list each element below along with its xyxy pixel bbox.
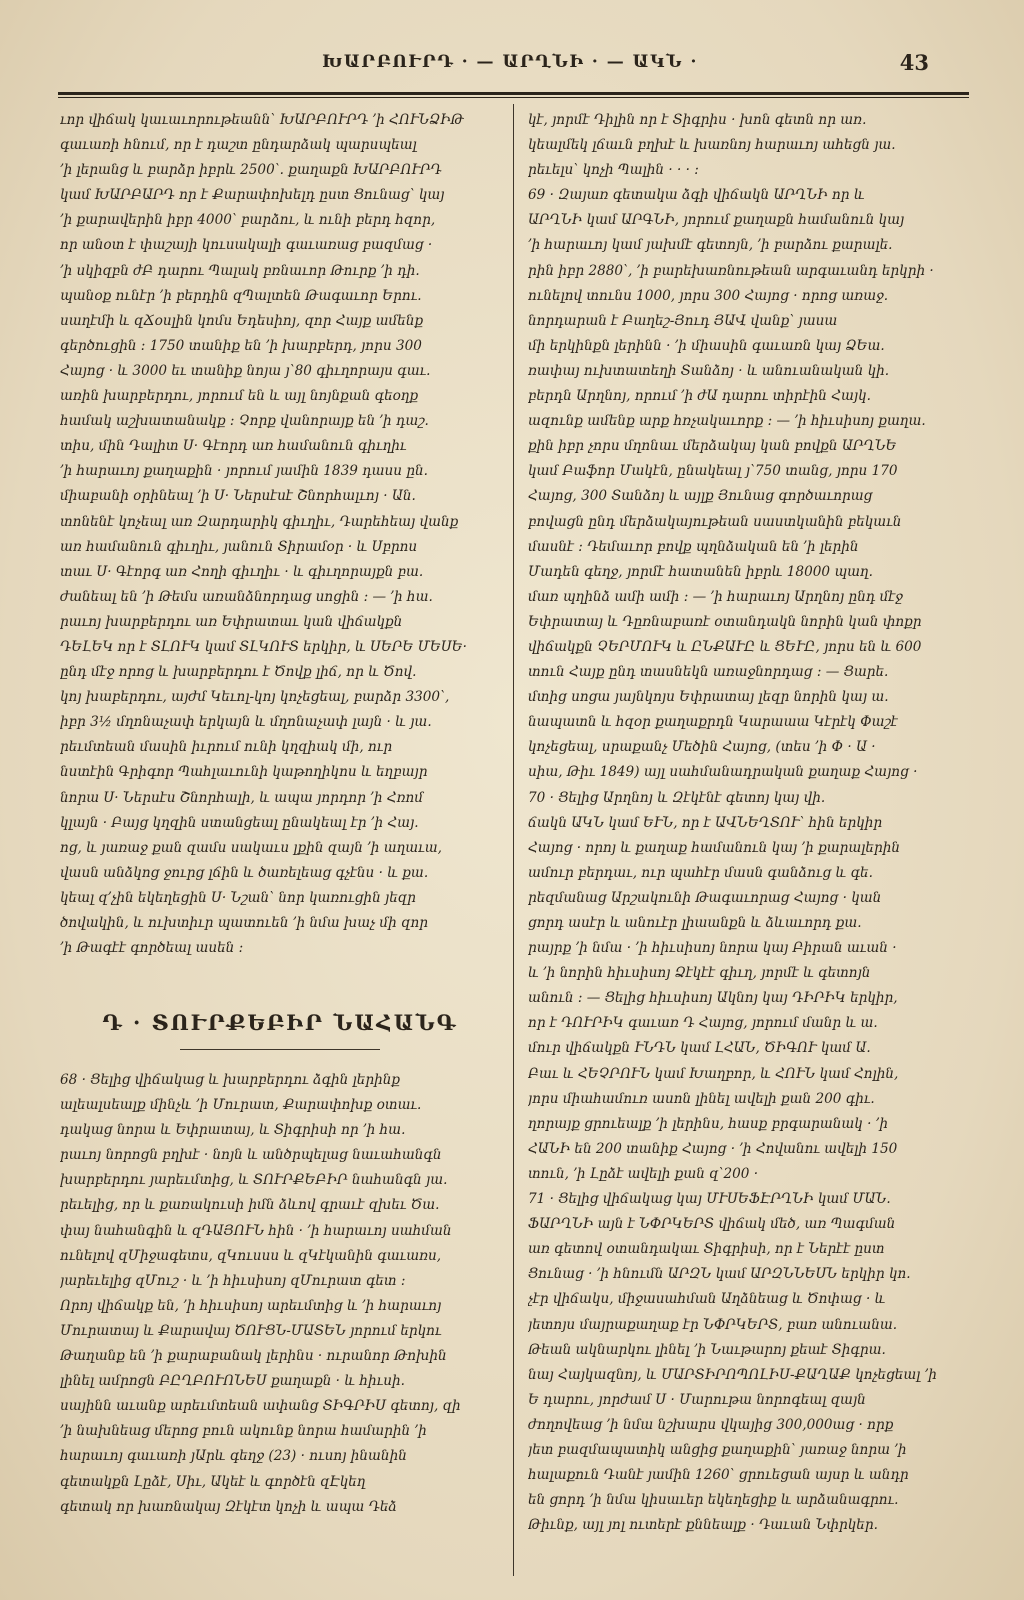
header-rule (58, 92, 969, 95)
text-line: սիա, Թիւ 1849) այլ սահմանադրական քաղաք Հայոց · (528, 764, 918, 781)
text-line: Եփրատայ և Դըռնաբառէ օտանդակն նորին կան փոքր (528, 613, 922, 630)
text-line: նորա Ս· Ներսէս Շնորհալի, և ապա յորդոր ՚ի Հռոմ (60, 789, 424, 806)
text-line: ցորդ ասէր և անուէր լիաանքն և ձևաւորդ քա. (528, 915, 862, 931)
text-line: րեզմանաց Արշակունի Թագաւորաց Հայոց · կան (528, 889, 882, 906)
text-line: ԱՐՂՆԻ կամ ԱՐԳՆԻ, յորում քաղաքն համանուն կայ (528, 212, 905, 229)
text-line: են ցորդ ՚ի նմա կիսաւեր եկեղեցիք և արձանագրու. (528, 1492, 899, 1509)
text-line: տոնենէ կոչեալ առ Զարդարիկ գիւղիւ, Դարեհեայ վանք (60, 513, 459, 530)
text-line: յարեւելից զՄուշ · և ՚ի հիւսիսոյ զՄուրատ գետ : (60, 1272, 406, 1289)
text-line: չէր վիճակս, միջասահման Աղձնեաց և Ծոփաց · և (528, 1291, 886, 1308)
text-line: ՚ի Թագէէ գործեալ ասեն : (60, 940, 244, 957)
text-line: խարբերդու յարեւմտից, և ՏՈՒՐՔԵԲԻՐ նահանգն յա. (60, 1172, 448, 1189)
text-line: վիճակքն ՉԵՐՄՈՒԿ և ԸՆՔԱՒԸ և ՑԵՒԸ, յորս են և 600 (528, 638, 922, 655)
text-line: Թեան ակնարկու լինել ՚ի Նաւթարոյ քեաէ Տիգրա. (528, 1341, 886, 1358)
left-column-bottom (60, 1068, 500, 1520)
text-line: որ է ԴՈՒՐԻԿ գաւառ Դ Հայոց, յորում մանր և ա. (528, 1015, 878, 1032)
text-line: 71 · Ցելից վիճակաց կայ ՄՒՍԵՖԷՐՂՆԻ կամ ՄԱՆ. (528, 1191, 891, 1208)
text-line: նայ Հայկազնոյ, և ՄԱՐՏԻՐՈՊՈԼԻՍ-ՔԱՂԱՔ կոչեցեալ ՚ի (528, 1366, 937, 1383)
text-line: լինել ամրոցն ԲԸՂԲՈՒՈՆԵՍ քաղաքն · և հիւսի. (60, 1373, 405, 1390)
text-line: Մադեն գեղջ, յորմէ հատանեն իբրև 18000 պաղ. (528, 563, 873, 580)
text-line: ՚ի հարաւոյ կամ յախմէ գետոյն, ՚ի բարձու քարալե. (528, 237, 893, 254)
text-line: կէ, յորմէ Դիլին որ է Տիգրիս · խոն գետն որ առ. (528, 112, 867, 128)
text-line: միաբանի օրինեալ ՚ի Ս· Ներսէսէ Շնորհալւոյ · Ան. (60, 488, 416, 505)
text-line: ՚ի քարավերին իբր 4000՝ բարձու, և ունի բերդ հզոր, (60, 212, 436, 229)
text-line: րաւոյ խարբերդու առ Եփրատաւ կան վիճակքն (60, 613, 403, 630)
text-line: Հայոց, 300 Տանձոյ և այլք Յունաց գործաւորաց (528, 488, 873, 505)
text-line: րաւոյ նորոցն բղխէ · նոյն և անծրպելաց նաւահանգն (60, 1147, 442, 1164)
text-line: նորդարան է Բաղեշ-Յուդ ՅԱՎ վանք՝ յասա (528, 312, 838, 329)
text-line: պանօք ունէր ՚ի բերդին զՊալտեն Թագաւոր Երու. (60, 287, 422, 304)
text-line: քին իբր չորս մղոնաւ մերձակայ կան բովքն ԱՐՂՆԵ (528, 438, 897, 455)
text-line: առ համանուն գիւղիւ, յանուն Տիրամօր · և Սբրոս (60, 538, 418, 555)
text-line: մառ պղինձ ամի ամի : — ՚ի հարաւոյ Արղնոյ ընդ մէջ (528, 588, 903, 605)
text-line: որ անօտ է փաշայի կուսակալի գաւառաց բազմաց · (60, 237, 433, 254)
text-line: ւոր վիճակ կաւաւորութեանն՝ ԽԱՐԲՈՒՐԴ ՚ի ՀՈՒՆՁԻԹ (60, 112, 464, 128)
text-line: նապատն և հզօր քաղաքրդն Կարաաա Կէրէկ Փաշէ (528, 714, 898, 731)
text-line: տիս, մին Դալիտ Ս· Գէորդ առ համանուն գիւղիւ (60, 438, 407, 455)
text-line: իբր 3½ մղոնաչափ երկայն և մղոնաչափ լայն · և յա. (60, 714, 432, 731)
column-divider (513, 104, 514, 1576)
text-line: Մուրատայ և Քարավայ ԾՈՒՑՆ-ՄԱՏԵՆ յորում երկու (60, 1322, 442, 1339)
text-line: րայրք ՚ի նմա · ՚ի հիւսիսոյ նորա կայ Բիրան աւան · (528, 940, 897, 957)
text-line: կամ Բաֆոր Մակէն, ընակեալ յ՝750 տանց, յորս 170 (528, 463, 898, 480)
text-line: հալաքուն Դանէ յամին 1260՝ ցրուեցան այսր և անդր (528, 1467, 909, 1484)
text-line: բովացն ընդ մերձակայութեան սաստկանին բեկաւն (528, 513, 902, 530)
text-line: ՚ի լերանց և բարձր իբրև 2500՝. քաղաքն ԽԱՐԲՈՒՐԴ (60, 162, 442, 179)
text-line: կեալ զ՚չին եկեղեցին Ս· Նշան՝ նոր կառուցին յեզր (60, 889, 416, 906)
text-line: տուն Հայք ընդ տասնեկն առաջնորդաց : — Ցարե. (528, 664, 889, 681)
text-line: գերծուցին : 1750 տանիք են ՚ի խարբերդ, յորս 300 (60, 337, 422, 354)
text-line: Հայոց · որոյ և քաղաք համանուն կայ ՚ի քարալերին (528, 839, 900, 856)
text-line: յետոյս մայրաքաղաք էր ՆՓՐԿԵՐՏ, բառ անուանա. (528, 1316, 898, 1333)
text-line: յետ բազմապատիկ անցից քաղաքին՝ յառաջ նորա ՚ի (528, 1441, 907, 1458)
text-line: ժողովեաց ՚ի նմա նշխարս վկայից 300,000աց · որք (528, 1416, 894, 1433)
left-column-top (60, 108, 500, 961)
text-line: 68 · Ցելից վիճակաց և խարբերդու ձգին լերինք (60, 1072, 400, 1088)
text-line: ալեալսեալք մինչև ՚ի Մուրատ, Քարափոխք օտաւ. (60, 1097, 422, 1114)
text-line: կամ ԽԱՐԲԱՐԴ որ է Քարափոխելդ ըստ Ցունաց՝ կայ (60, 187, 445, 204)
text-line: գետակքն Լըձէ, Սիւ, Ակեէ և գործէն զԷկեղ (60, 1473, 366, 1490)
text-line: Ցունաց · ՚ի հնումն ԱՐԶՆ կամ ԱՐԶՆՆԵՍՆ երկիր կո. (528, 1266, 911, 1283)
text-line: կլայն · Բայց կղզին ստանցեալ ընակեալ էր ՚ի Հայ. (60, 814, 419, 831)
text-line: ՚ի սկիզբն ժԲ դարու Պալակ բռնաւոր Թուրք ՚ի դի. (60, 262, 420, 279)
text-line: րին իբր 2880՝, ՚ի բարեխառնութեան արգաւանդ երկրի · (528, 262, 934, 279)
text-line: ազունք ամենք արք հռչակաւորք : — ՚ի հիւսիսոյ քաղա. (528, 413, 926, 430)
text-line: գետակ որ խառնակայ Զէկէտ կոչի և ապա Դեձ (60, 1498, 397, 1515)
text-line: մասնէ : Դեմաւոր բովք պղնձական են ՚ի լերին (528, 538, 859, 555)
text-line: հարաւոյ գաւառի յԱրև գեղջ (23) · ուսոյ ինանին (60, 1448, 407, 1465)
text-line: ռափայ ուխտատեղի Տանձոյ · և անուանական կի. (528, 362, 890, 379)
text-line: կոչեցեալ, սրաքանչ Մեծին Հայոց, (տես ՚ի Փ · Ա · (528, 739, 876, 756)
text-line: կեալմեկ լճաւն բղխէ և խառնոյ հարաւոյ ահեցն յա. (528, 137, 896, 154)
text-line: Թաղանք են ՚ի քարաբանակ լերինս · ուրանոր Թոխին (60, 1348, 447, 1365)
text-line: գաւառի հնում, որ է դաշտ ընդարձակ պարսպեալ (60, 137, 417, 154)
text-line: րեւելից, որ և քառակուսի իմն ձևով գրաւէ զխեւ Ծա. (60, 1197, 440, 1214)
text-line: ունելով տունս 1000, յորս 300 Հայոց · որոց առաջ. (528, 287, 889, 304)
text-line: Բաւ և ՀԵՉՐՈՒՆ կամ Խաղբոր, և ՀՈՒՆ կամ Հոլին, (528, 1065, 899, 1082)
text-line: ընդ մէջ որոց և խարբերդու է Ծովք լիճ, որ և Ծով. (60, 664, 417, 681)
text-line: ամուր բերդաւ, ուր պահէր մասն գանձուց և գե. (528, 864, 873, 881)
text-line: փայ նահանգին և զԴԱՅՈՒՆ հին · ՚ի հարաւոյ սահման (60, 1222, 452, 1239)
text-line: Թիւնք, այլ յոլ ուտերէ քննեալք · Դաւան Նփրկեր. (528, 1517, 878, 1534)
text-line: մուր վիճակքն ՒՆԴՆ կամ ԼՀԱՆ, ԾԻԳՈՒ կամ Ա. (528, 1040, 871, 1057)
text-line: մի երկինքն լերինն · ՚ի միասին գաւառն կայ ՁԵա. (528, 337, 885, 354)
text-line: առ գետով օտանդակաւ Տիգրիսի, որ է Ներէէ ըստ (528, 1241, 885, 1258)
section-heading-rule (180, 1049, 380, 1050)
text-line: Ե դարու, յորժամ Ս · Մարութա նորոգեալ զայն (528, 1391, 866, 1408)
text-line: 69 · Զայառ գետակա ձգի վիճակն ԱՐՂՆԻ որ և (528, 187, 865, 204)
text-line: համակ աշխատանակք : Չորք վանորայք են ՚ի դաշ. (60, 413, 429, 430)
text-line: վասն անձկոց ջուրց լճին և ծառելեաց գչէնս · և քա. (60, 864, 429, 881)
text-line: Հայոց · և 3000 եւ տանիք նոյա յ՝80 գիւղորայս գաւ. (60, 362, 431, 379)
text-line: յորս միահամուռ ասոն լինել ավելի քան 200 գիւ. (528, 1090, 875, 1107)
text-line: դակաց նորա և Եփրատայ, և Տիգրիսի որ ՚ի հա. (60, 1122, 406, 1139)
text-line: Որոյ վիճակք են, ՚ի հիւսիսոյ արեւմտից և ՚ի հարաւոյ (60, 1297, 442, 1314)
page-number: 43 (899, 50, 929, 75)
text-line: ՚ի նախնեաց մերոց բուն ակունք նորա համարին ՚ի (60, 1423, 427, 1440)
running-header: ԽԱՐԲՈՒՐԴ · — ԱՐՂՆԻ · — ԱԿՆ · (322, 52, 698, 72)
section-heading: Դ · ՏՈՒՐՔԵԲԻՐ ՆԱՀԱՆԳ (102, 1010, 458, 1035)
header-rule-thin (58, 97, 969, 98)
text-line: ծովակին, և ուխտիւր պատուեն ՚ի նմա խաչ մի զոր (60, 915, 429, 931)
text-line: մտից սոցա յայնկոյս Եփրատայ լեզր նորին կայ ա. (528, 689, 889, 706)
text-line: 70 · Ցելից Արղնոյ և Զէկէնէ գետոյ կայ վի. (528, 789, 826, 806)
text-line: տաւ Ս· Գէորգ առ Հողի գիւղիւ · և գիւղորայքն բա. (60, 563, 424, 580)
text-line: ՖԱՐՂՆԻ այն է ՆՓՐԿԵՐՏ վիճակ մեծ, առ Պագման (528, 1216, 896, 1233)
text-line: ոց, և յառաջ քան զամս սակաւս լքին զայն ՚ի աղաւա, (60, 839, 442, 856)
text-line: ՚ի հարաւոյ քաղաքին · յորում յամին 1839 դասս ըն. (60, 463, 428, 480)
text-line: կոյ խաբերդու, այժմ Կեւոլ-կոյ կոչեցեալ, բարձր 3300՝, (60, 689, 450, 706)
text-line: ԴԵԼԵԿ որ է ՏԼՈՒԿ կամ ՏԼԿՈՒՏ երկիր, և ՍԵՐԵ ՄԵՍԵ· (60, 638, 467, 655)
text-line: անուն : — Ցելից հիւսիսոյ Ակնոյ կայ ԴԻՐԻԿ երկիր, (528, 990, 898, 1007)
text-line: ՀԱՆԻ են 200 տանիք Հայոց · ՚ի Հովանու ավելի 150 (528, 1140, 898, 1157)
right-column (528, 108, 960, 1538)
text-line: սաղէմի և զՃօսլին կոմս Եդեսիոյ, զոր Հայք ամենք (60, 312, 424, 329)
text-line: ղորայք ցրուեալք ՚ի լերինս, հասք բրգարանակ · ՚ի (528, 1115, 888, 1132)
text-line: րեւմտեան մասին իւրում ունի կղզիակ մի, ուր (60, 739, 393, 756)
text-line: սայինն աւանք արեւմտեան ափանց ՏԻԳՐԻՍ գետոյ, զի (60, 1398, 461, 1415)
text-line: առին խարբերդու, յորում են և այլ նոյնքան գեօղք (60, 388, 419, 405)
text-line: և ՚ի նորին հիւսիսոյ Ձէկէէ գիւղ, յորմէ և գետոյն (528, 965, 871, 982)
text-line: րեւելս՝ կոչի Պալին · · · : (528, 162, 699, 179)
text-line: ունելով զՄիջագետս, զԿուսսս և զԿէկանին գաւառս, (60, 1247, 442, 1264)
text-line: նստէին Գրիգոր Պահլաւունի կաթողիկոս և եղբայր (60, 764, 428, 781)
text-line: տուն, ՚ի Լըձէ ավելի քան զ՝200 · (528, 1165, 759, 1182)
text-line: բերդն Արղնոյ, որում ՚ի ժԱ դարու տիրէին Հայկ. (528, 388, 871, 405)
text-line: ժանեալ են ՚ի Թեմս առանձնորդաց սոցին : — ՚ի հա. (60, 588, 433, 605)
text-line: ճակն ԱԿՆ կամ ԵՒՆ, որ է ԱՎՆԵՂՏՈՒ՝ հին երկիր (528, 814, 883, 831)
